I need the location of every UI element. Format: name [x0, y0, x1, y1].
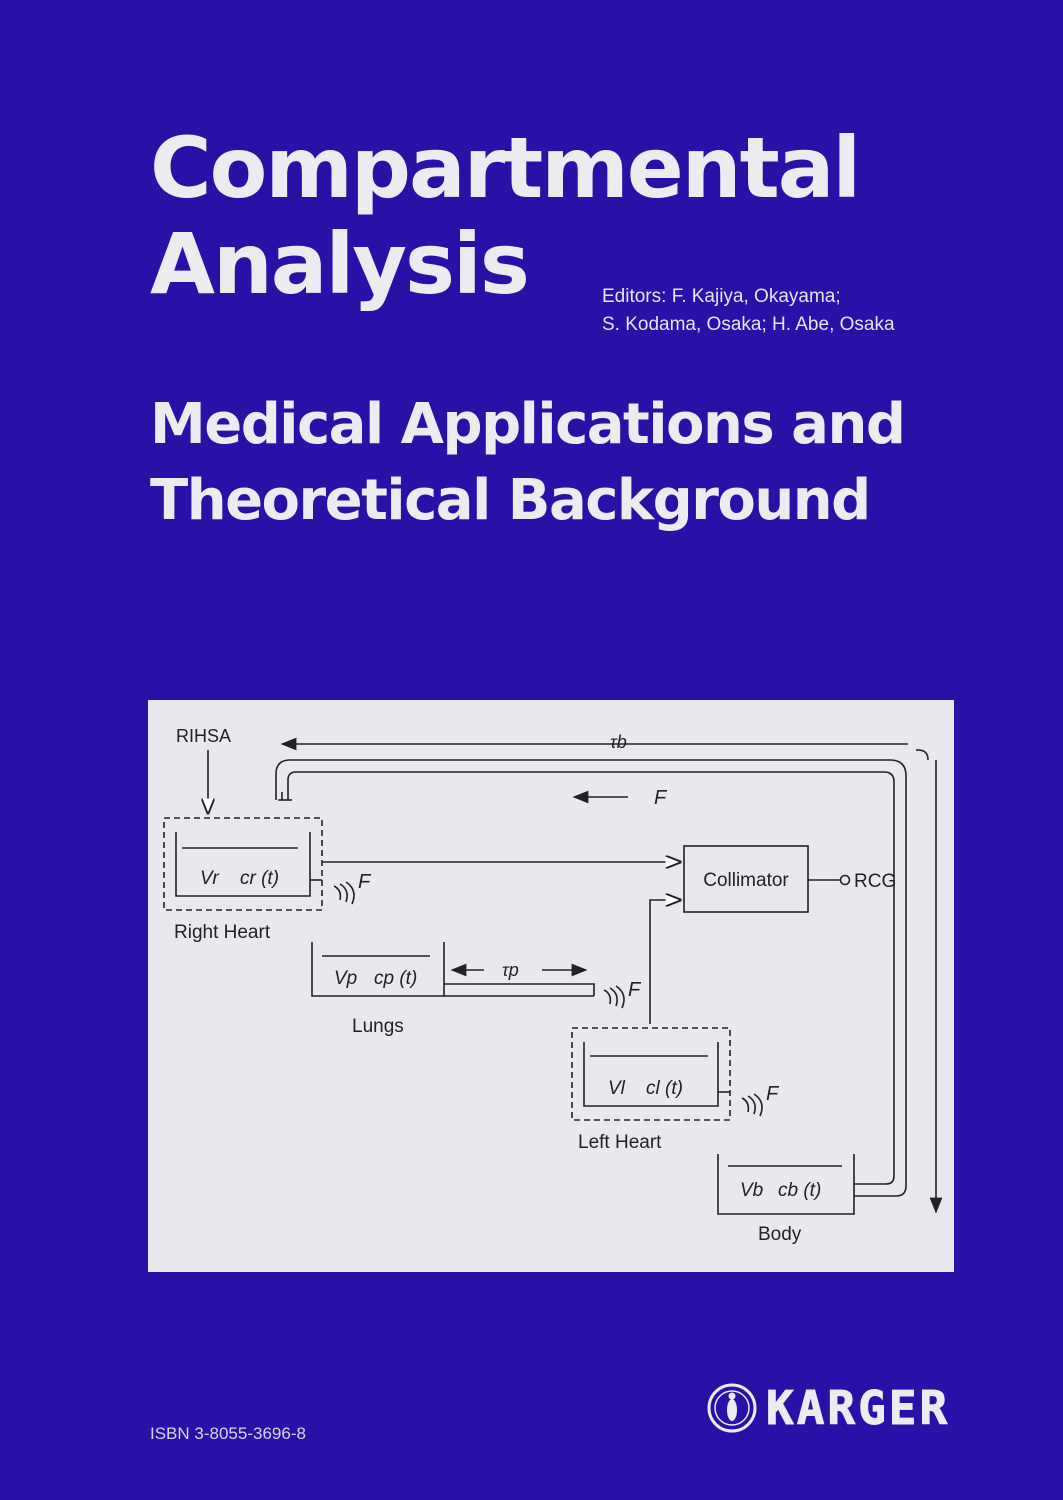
- subtitle-line-1: Medical Applications and: [150, 392, 905, 457]
- rcg-terminal-icon: [841, 876, 850, 885]
- publisher-name: KARGER: [766, 1381, 951, 1435]
- lungs-flow-icon: [604, 986, 624, 1008]
- collimator-label: Collimator: [703, 870, 789, 891]
- right-heart-conc: cr (t): [240, 868, 280, 889]
- left-heart-label: Left Heart: [578, 1132, 662, 1153]
- lungs-volume: Vp: [334, 968, 358, 989]
- body-label: Body: [758, 1224, 802, 1245]
- lungs-flow-label: F: [628, 979, 641, 1001]
- right-heart-label: Right Heart: [174, 922, 271, 943]
- subtitle-line-2: Theoretical Background: [150, 468, 870, 533]
- editors-line-1: Editors: F. Kajiya, Okayama;: [602, 286, 841, 307]
- rcg-label: RCG: [854, 871, 897, 892]
- publisher-logo: [706, 1378, 950, 1438]
- lungs-label: Lungs: [352, 1016, 404, 1037]
- lungs-tau-label: τp: [502, 960, 519, 980]
- left-heart-volume: Vl: [608, 1078, 625, 1099]
- left-heart-conc: cl (t): [646, 1078, 683, 1099]
- body-volume: Vb: [740, 1180, 764, 1201]
- arrow-corner: [918, 750, 928, 760]
- title-line-2: Analysis: [150, 215, 528, 313]
- editors-line-2: S. Kodama, Osaka; H. Abe, Osaka: [602, 314, 895, 335]
- taub-label: τb: [610, 732, 627, 752]
- left-heart-to-collimator: [650, 900, 680, 1024]
- isbn-text: ISBN 3-8055-3696-8: [150, 1424, 306, 1443]
- circulation-tube-outer: [276, 760, 906, 1196]
- compartment-diagram: [148, 700, 954, 1272]
- body-conc: cb (t): [778, 1180, 822, 1201]
- editors-block: [602, 283, 895, 339]
- publisher-emblem-icon: [706, 1382, 758, 1434]
- right-heart-flow-icon: [334, 882, 354, 904]
- top-flow-label: F: [654, 787, 667, 809]
- left-heart-flow-icon: [742, 1094, 762, 1116]
- right-heart-volume: Vr: [200, 868, 219, 889]
- rihsa-label: RIHSA: [176, 726, 232, 746]
- lungs-outlet-tube: [444, 984, 594, 996]
- book-subtitle: [150, 387, 904, 539]
- title-line-1: Compartmental: [150, 119, 860, 217]
- left-heart-flow-label: F: [766, 1083, 779, 1105]
- diagram-svg: [148, 700, 954, 1272]
- lungs-conc: cp (t): [374, 968, 418, 989]
- right-heart-flow-label: F: [358, 871, 371, 893]
